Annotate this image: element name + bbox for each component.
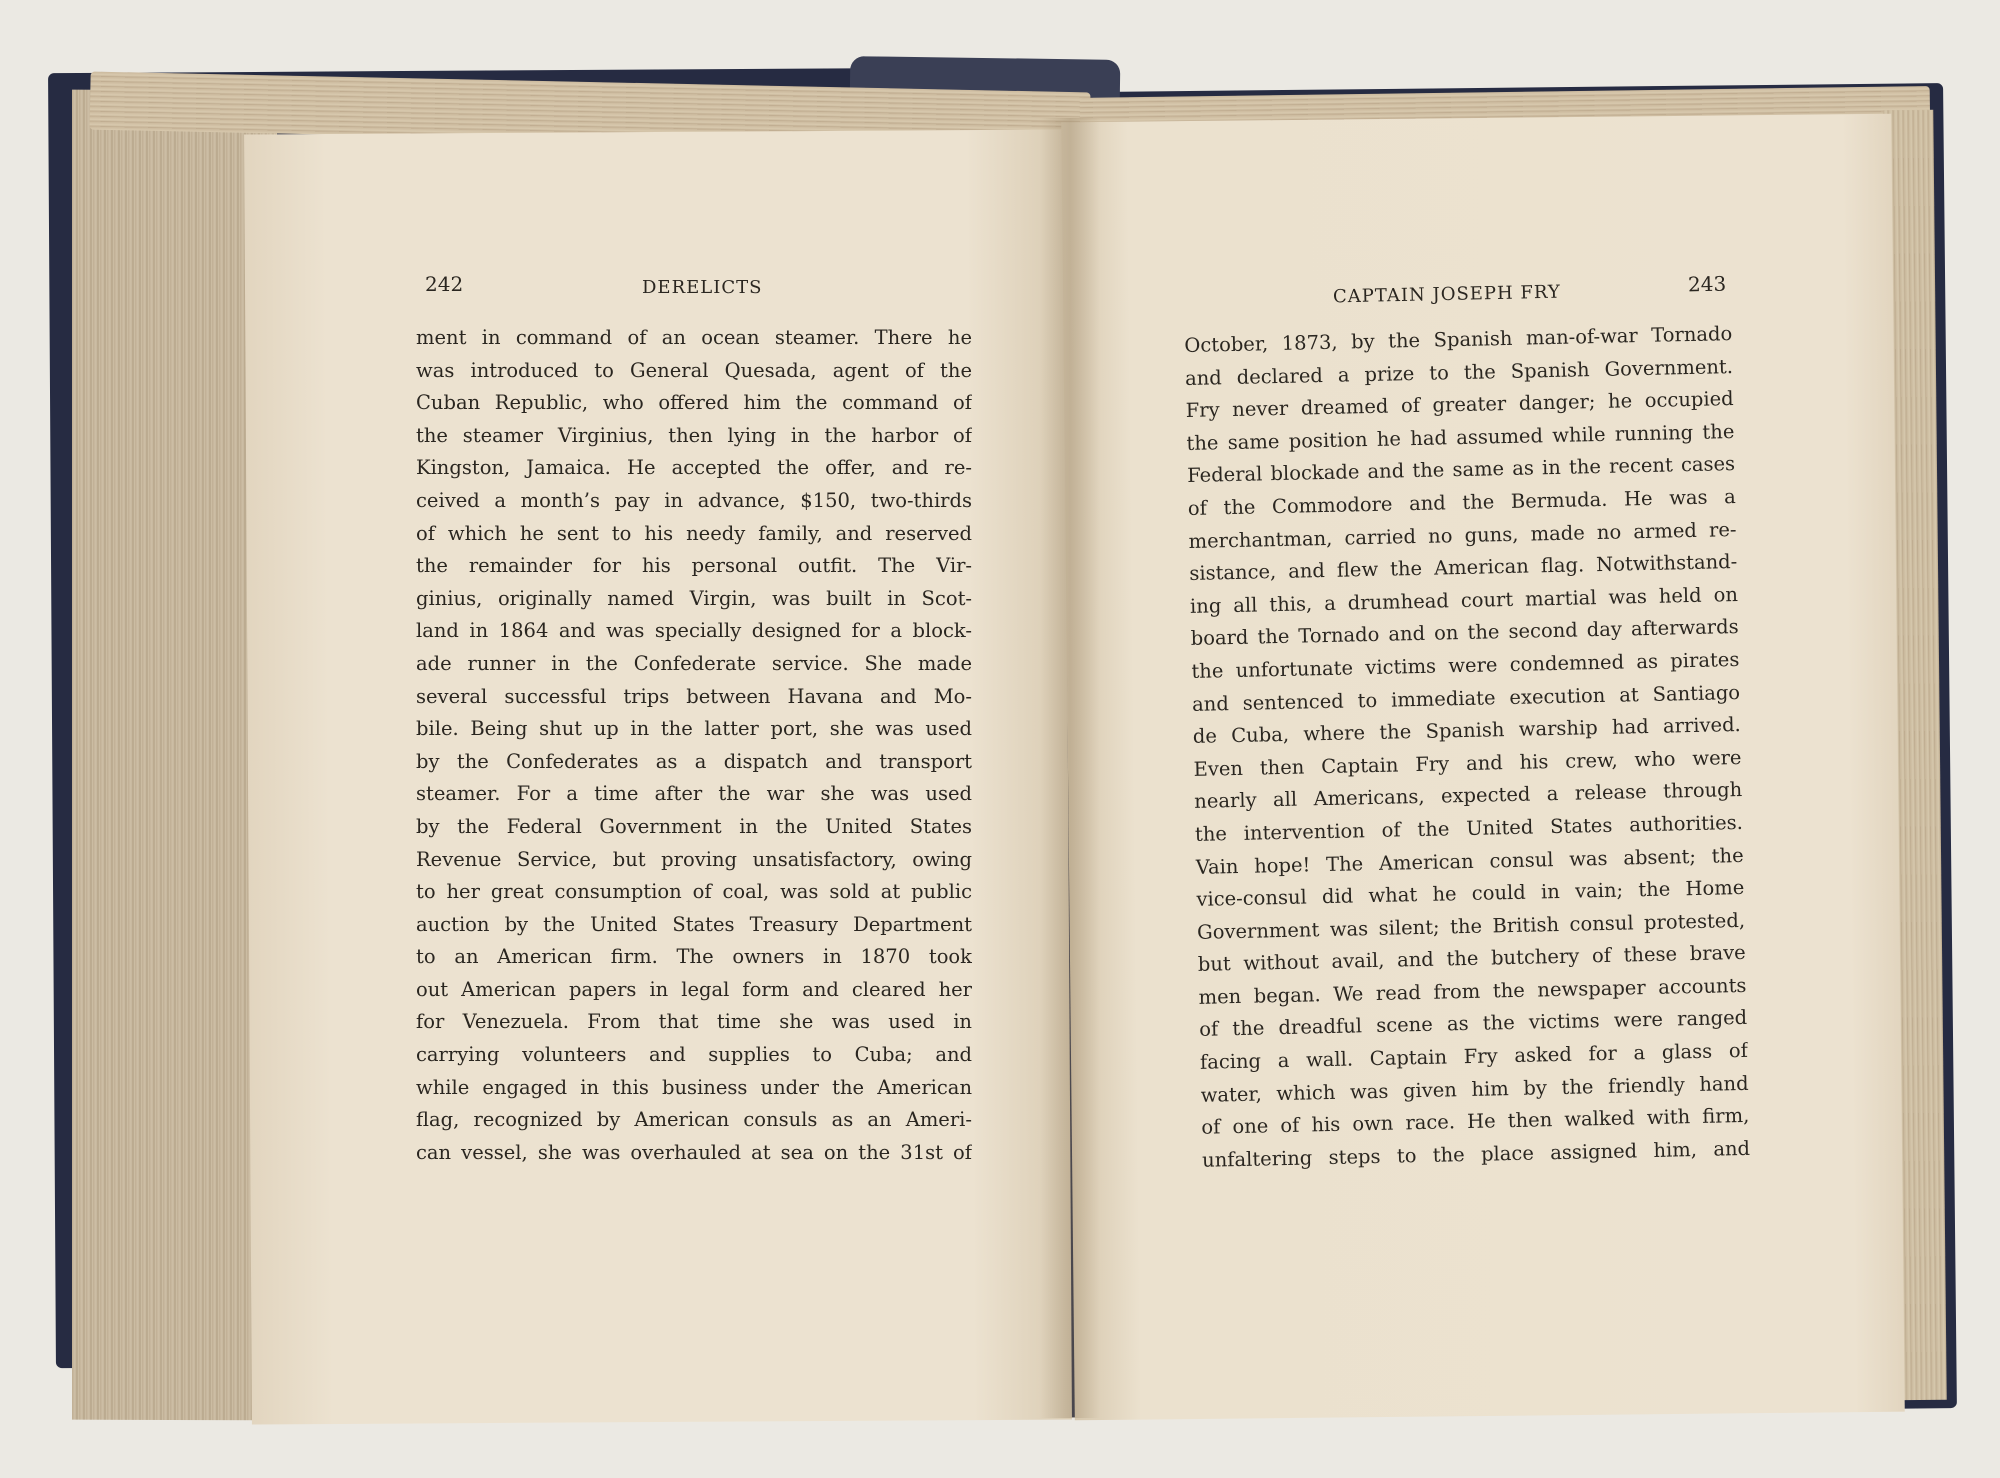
text-line: unfaltering steps to the place assigned him, and bbox=[1201, 1136, 1751, 1172]
text-line: facing a wall. Captain Fry asked for a glass of bbox=[1199, 1038, 1749, 1074]
text-line: sistance, and flew the American flag. Notwithstand- bbox=[1189, 550, 1738, 586]
text-line: by the Federal Government in the United States bbox=[416, 814, 972, 838]
left-page-number: 242 bbox=[425, 272, 464, 296]
text-line: by the Confederates as a dispatch and transport bbox=[416, 749, 972, 773]
text-line: ment in command of an ocean steamer. There he bbox=[416, 326, 972, 349]
text-line: the steamer Virginius, then lying in the harbor of bbox=[416, 423, 972, 447]
text-line: to her great consumption of coal, was sold at public bbox=[416, 880, 972, 904]
text-line: the unfortunate victims were condemned as pirates bbox=[1191, 647, 1740, 683]
text-line: nearly all Americans, expected a release through bbox=[1194, 778, 1743, 814]
text-line: the remainder for his personal outfit. The Vir- bbox=[416, 554, 972, 578]
text-line: carrying volunteers and supplies to Cuba; and bbox=[416, 1043, 972, 1067]
text-line: Federal blockade and the same as in the recent cases bbox=[1186, 452, 1736, 488]
text-line: Government was silent; the British consul protested, bbox=[1196, 908, 1746, 944]
text-line: ginius, originally named Virgin, was built in Scot- bbox=[416, 586, 972, 610]
text-line: ceived a month’s pay in advance, $150, two-thirds bbox=[416, 488, 972, 512]
text-line: land in 1864 and was specially designed for a block- bbox=[416, 619, 972, 643]
right-page-body bbox=[1184, 318, 1750, 1177]
text-line: flag, recognized by American consuls as an Ameri- bbox=[416, 1108, 972, 1132]
text-line: steamer. For a time after the war she was used bbox=[416, 782, 972, 806]
text-line: October, 1873, by the Spanish man-of-war Tornado bbox=[1184, 322, 1733, 357]
text-line: and sentenced to immediate execution at Santiago bbox=[1191, 680, 1741, 716]
text-line: while engaged in this business under the American bbox=[416, 1075, 972, 1099]
text-line: for Venezuela. From that time she was used in bbox=[416, 1010, 972, 1034]
text-line: Fry never dreamed of greater danger; he occupied bbox=[1185, 387, 1734, 423]
text-line: Cuban Republic, who offered him the command of bbox=[416, 391, 972, 415]
right-running-head: CAPTAIN JOSEPH FRY bbox=[1332, 281, 1562, 308]
text-line: vice-consul did what he could in vain; the Home bbox=[1196, 876, 1745, 911]
text-line: board the Tornado and on the second day afterwards bbox=[1190, 615, 1739, 651]
text-line: of the Commodore and the Bermuda. He was a bbox=[1187, 484, 1737, 520]
text-line: of one of his own race. He then walked with firm, bbox=[1201, 1104, 1750, 1140]
text-line: Revenue Service, but proving unsatisfactory, owing bbox=[416, 847, 972, 871]
text-line: the same position he had assumed while running the bbox=[1186, 419, 1735, 455]
left-running-head: DERELICTS bbox=[642, 277, 763, 298]
text-line: of the dreadful scene as the victims were ranged bbox=[1199, 1006, 1748, 1042]
text-line: and declared a prize to the Spanish Government. bbox=[1184, 354, 1734, 390]
text-line: ade runner in the Confederate service. She made bbox=[416, 651, 972, 675]
text-line: out American papers in legal form and cleared her bbox=[416, 977, 972, 1001]
text-line: ing all this, a drumhead court martial was held on bbox=[1189, 582, 1739, 618]
text-line: merchantman, carried no guns, made no armed re- bbox=[1188, 517, 1737, 553]
text-line: water, which was given him by the friendly hand bbox=[1200, 1071, 1749, 1107]
left-page-body bbox=[416, 322, 972, 1169]
text-line: several successful trips between Havana and Mo- bbox=[416, 684, 972, 708]
text-line: men began. We read from the newspaper accounts bbox=[1198, 973, 1747, 1009]
text-line: was introduced to General Quesada, agent of the bbox=[416, 358, 972, 382]
text-line: can vessel, she was overhauled at sea on the 31st of bbox=[416, 1140, 972, 1164]
text-line: of which he sent to his needy family, and reserved bbox=[416, 521, 972, 545]
text-line: to an American firm. The owners in 1870 took bbox=[416, 945, 972, 969]
right-page-number: 243 bbox=[1687, 271, 1727, 297]
text-line: but without avail, and the butchery of these brave bbox=[1197, 941, 1746, 977]
text-line: Vain hope! The American consul was absent; the bbox=[1195, 843, 1744, 879]
text-line: auction by the United States Treasury Department bbox=[416, 912, 972, 936]
book-gutter bbox=[1040, 118, 1100, 1418]
text-line: de Cuba, where the Spanish warship had arrived. bbox=[1192, 713, 1741, 749]
text-line: bile. Being shut up in the latter port, she was used bbox=[416, 717, 972, 741]
text-line: Even then Captain Fry and his crew, who were bbox=[1193, 745, 1742, 781]
text-line: Kingston, Jamaica. He accepted the offer, and re- bbox=[416, 456, 972, 480]
text-line: the intervention of the United States authorities. bbox=[1194, 810, 1744, 846]
